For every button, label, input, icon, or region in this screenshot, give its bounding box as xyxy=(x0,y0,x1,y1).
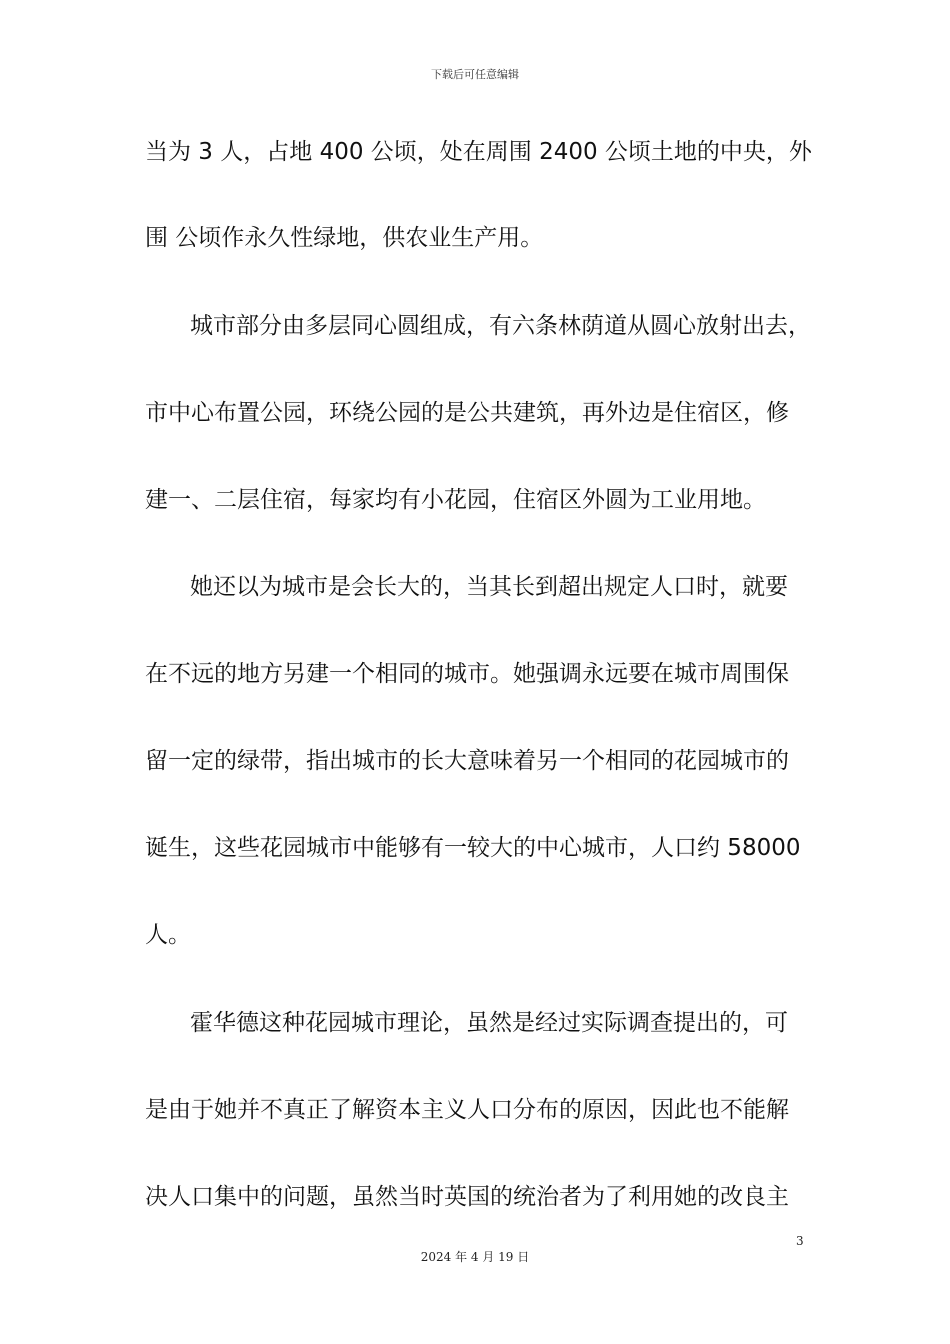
body-line: 留一定的绿带，指出城市的长大意味着另一个相同的花园城市的 xyxy=(145,748,789,774)
page-footer-date: 2024 年 4 月 19 日 xyxy=(420,1250,530,1264)
page-header: 下载后可任意编辑 xyxy=(431,68,519,81)
body-line: 诞生，这些花园城市中能够有一较大的中心城市，人口约 58000 xyxy=(145,835,801,861)
paragraph-first-line: 她还以为城市是会长大的，当其长到超出规定人口时，就要 xyxy=(190,574,788,600)
body-line: 建一、二层住宿，每家均有小花园，住宿区外圆为工业用地。 xyxy=(145,487,766,513)
paragraph-first-line: 霍华德这种花园城市理论，虽然是经过实际调查提出的，可 xyxy=(190,1010,788,1036)
body-line: 围 公顷作永久性绿地，供农业生产用。 xyxy=(145,225,544,251)
body-line: 人。 xyxy=(145,922,191,948)
body-line: 当为 3 人，占地 400 公顷，处在周围 2400 公顷土地的中央，外 xyxy=(145,139,812,165)
body-line: 决人口集中的问题，虽然当时英国的统治者为了利用她的改良主 xyxy=(145,1184,789,1210)
page-number: 3 xyxy=(796,1234,804,1248)
body-line: 在不远的地方另建一个相同的城市。她强调永远要在城市周围保 xyxy=(145,661,789,687)
body-line: 市中心布置公园，环绕公园的是公共建筑，再外边是住宿区，修 xyxy=(145,400,789,426)
body-line: 是由于她并不真正了解资本主义人口分布的原因，因此也不能解 xyxy=(145,1097,789,1123)
paragraph-first-line: 城市部分由多层同心圆组成，有六条林荫道从圆心放射出去， xyxy=(190,313,811,339)
